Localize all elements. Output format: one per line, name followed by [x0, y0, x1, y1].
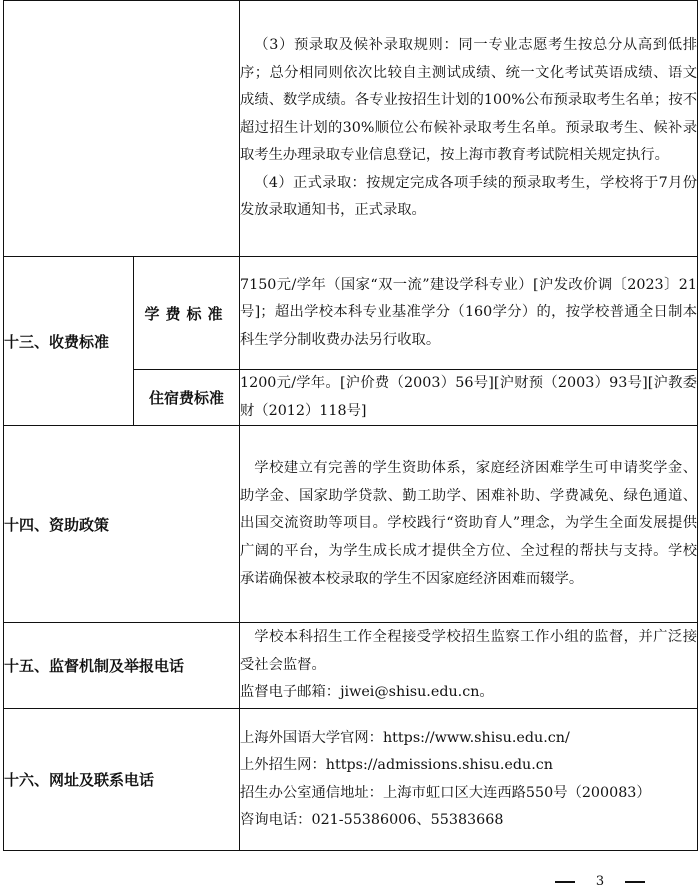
page-number-footer [555, 874, 645, 889]
supervision-text: 学校本科招生工作全程接受学校招生监察工作小组的监督，并广泛接受社会监督。 [240, 629, 697, 673]
admission-rules-cell [240, 1, 698, 257]
supervision-heading: 十五、监督机制及举报电话 [4, 623, 240, 709]
website-line: 上海外国语大学官网：https://www.shisu.edu.cn/ [240, 729, 570, 746]
supervision-email: 监督电子邮箱：jiwei@shisu.edu.cn。 [240, 684, 494, 701]
supervision-cell [240, 623, 698, 709]
aid-heading: 十四、资助政策 [4, 426, 240, 623]
aid-row [4, 426, 698, 623]
tuition-cell [240, 257, 698, 370]
rule-para-3: （3）预录取及候补录取规则：同一专业志愿考生按总分从高到低排序；总分相同则依次比较自主测试成绩、统一文化考试英语成绩、语文成绩、数学成绩。各专业按招生计划的100%公布预录取考生名单；按不超过招生计划的30%顺位公布候补录取考生名单。预录取考生、候补录取考生办理录取专业信息登记，按上海市教育考试院相关规定执行。 [240, 36, 697, 164]
housing-label: 住宿费标准 [134, 370, 240, 426]
aid-text: 学校建立有完善的学生资助体系，家庭经济困难学生可申请奖学金、助学金、国家助学贷款、勤工助学、困难补助、学费减免、绿色通道、出国交流资助等项目。学校践行“资助育人”理念，为学生全面发展提供广阔的平台，为学生成长成才提供全方位、全过程的帮扶与支持。学校承诺确保被本校录取的学生不因家庭经济困难而辍学。 [240, 460, 697, 587]
page-dash-right [625, 881, 645, 883]
tuition-label-cell [134, 257, 240, 370]
address-line: 招生办公室通信地址：上海市虹口区大连西路550号（200083） [240, 784, 651, 801]
admission-rules-row [4, 1, 698, 257]
aid-cell [240, 426, 698, 623]
contact-cell [240, 709, 698, 851]
admission-rules-label-cell [4, 1, 240, 257]
rule-para-4: （4）正式录取：按规定完成各项手续的预录取考生，学校将于7月份发放录取通知书，正式录取。 [240, 174, 697, 219]
housing-text: 1200元/学年。[沪价费（2003）56号][沪财预（2003）93号][沪教委财（2012）118号] [240, 375, 697, 419]
fees-heading: 十三、收费标准 [4, 257, 134, 426]
tuition-text: 7150元/学年（国家“双一流”建设学科专业）[沪发改价调〔2023〕21号]；超出学校本科专业基准学分（160学分）的，按学校普通全日制本科生学分制收费办法另行收取。 [240, 276, 697, 348]
supervision-row [4, 623, 698, 709]
page-number: 3 [595, 874, 605, 889]
tuition-row [4, 257, 698, 370]
tuition-label: 学费标准 [144, 304, 229, 323]
page-dash-left [555, 881, 575, 883]
admissions-table [3, 0, 698, 851]
phone-line: 咨询电话：021-55386006、55383668 [240, 812, 504, 829]
contact-heading: 十六、网址及联系电话 [4, 709, 240, 851]
housing-cell [240, 370, 698, 426]
contact-row [4, 709, 698, 851]
admissions-site-line: 上外招生网：https://admissions.shisu.edu.cn [240, 757, 553, 774]
